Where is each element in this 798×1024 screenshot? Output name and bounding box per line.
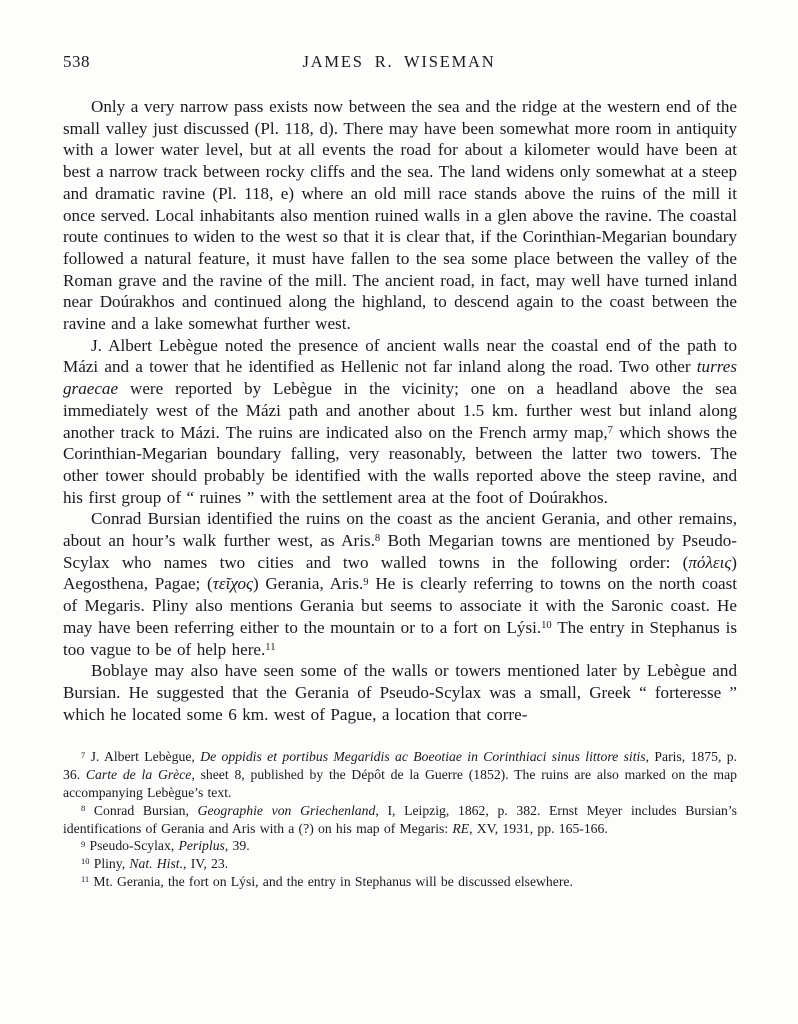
footnote xyxy=(63,802,737,838)
text-run: Geographie von Griechenland xyxy=(197,802,376,818)
text-run: J. Albert Lebègue, xyxy=(85,749,201,765)
text-run: Boblaye may also have seen some of the walls or towers mentioned later by Lebègue and Bursian. He suggested that the Gerania of Pseudo-Scylax was a small, Greek “ forteresse ” which he located some 6 km. west of Pague, a location that corre- xyxy=(63,661,737,724)
footnote-marker: 10 xyxy=(81,856,90,867)
footnotes xyxy=(63,748,737,890)
text-run: Pliny, xyxy=(89,856,130,872)
text-run: ) Aegosthena, Pagae; ( xyxy=(63,552,737,594)
running-head: JAMES R. WISEMAN xyxy=(302,52,496,71)
body-paragraph xyxy=(63,508,737,660)
text-run: , Paris, 1875, p. 36. xyxy=(63,749,737,783)
page-header xyxy=(63,52,737,74)
body-paragraph xyxy=(63,335,737,509)
footnote-marker: 7 xyxy=(607,424,613,436)
text-run: , XV, 1931, pp. 165-166. xyxy=(469,820,608,836)
text-run: Carte de la Grèce xyxy=(85,767,192,783)
text-run: Mt. Gerania, the fort on Lýsi, and the entry in Stephanus will be discussed elsewhere. xyxy=(89,873,573,889)
footnote xyxy=(63,748,737,801)
text-run: πόλεις xyxy=(688,552,732,572)
body-paragraph xyxy=(63,96,737,335)
page-number: 538 xyxy=(63,52,90,71)
text-run: , 39. xyxy=(224,838,250,854)
text-run: Only a very narrow pass exists now between the sea and the ridge at the western end of the small valley just discussed (Pl. 118, d). There may have been somewhat more room in antiquity with a lower water level, but at all events the road for about a kilometer would have been at best a narrow track between rocky cliffs and the sea. The land widens only somewhat at a steep and dramatic ravine (Pl. 118, e) where an old mill race stands above the ruins of the mill it once served. Local inhabitants also mention ruined walls in a glen above the ravine. The coastal route continues to widen to the west so that it is clear that, if the Corinthian-Megarian boundary followed a natural feature, it must have fallen to the sea some place between the valley of the Roman grave and the ravine of the mill. The ancient road, in fact, may well have turned inland near Doúrakhos and continued along the highland, to descend again to the coast between the ravine and a lake somewhat further west. xyxy=(63,97,737,334)
text-run: De oppidis et portibus Megaridis ac Boeotiae in Corinthiaci sinus littore sitis xyxy=(200,749,646,765)
footnote-marker: 11 xyxy=(81,874,90,885)
text-run: , sheet 8, published by the Dépôt de la Guerre (1852). The ruins are also marked on the map accompanying Lebègue’s text. xyxy=(63,767,737,800)
text-run: Pseudo-Scylax, xyxy=(85,838,179,854)
footnote-marker: 11 xyxy=(265,641,276,653)
text-run: Conrad Bursian, xyxy=(85,802,198,818)
text-run: Both Megarian towns are mentioned by Pseudo-Scylax who names two cities and two walled towns in the following order: ( xyxy=(63,531,737,572)
footnote-marker: 8 xyxy=(81,802,86,813)
text-run: which shows the Corinthian-Megarian boundary falling, very reasonably, between the latter two towers. The other tower should probably be identified with the walls reported above the steep ravine, and his first group of “ ruines ” with the settlement area at the foot of Doúrakhos. xyxy=(63,422,737,507)
text-run: Conrad Bursian identified the ruins on the coast as the ancient Gerania, and other remains, about an hour’s walk further west, as Aris. xyxy=(63,509,737,551)
footnote xyxy=(63,837,737,855)
text-run: He is clearly referring to towns on the north coast of Megaris. Pliny also mentions Gerania but seems to associate it with the Saronic coast. He may have been referring either to the mountain or to a fort on Lýsi. xyxy=(63,574,737,637)
text-run: Nat. Hist. xyxy=(129,856,184,872)
footnote-marker: 9 xyxy=(363,576,369,588)
footnote-marker: 9 xyxy=(81,838,86,849)
text-run: RE xyxy=(452,820,470,836)
text-run: Periplus xyxy=(178,838,225,854)
text-run: ) Gerania, Aris. xyxy=(252,574,364,594)
footnote-marker: 7 xyxy=(81,749,86,760)
text-run: J. Albert Lebègue noted the presence of ancient walls near the coastal end of the path to Mázi and a tower that he identified as Hellenic not far inland along the road. Two other xyxy=(63,335,737,377)
text-run: τεῖχος xyxy=(212,574,253,594)
footnote xyxy=(63,873,737,891)
body-text xyxy=(63,96,737,725)
text-run: The entry in Stephanus is too vague to be of help here. xyxy=(63,617,737,659)
footnote-marker: 10 xyxy=(541,620,552,632)
text-run: , I, Leipzig, 1862, p. 382. Ernst Meyer includes Bursian’s identifications of Gerania and Aris with a (?) on his map of Megaris: xyxy=(63,802,737,836)
footnote-marker: 8 xyxy=(374,533,381,545)
body-paragraph xyxy=(63,660,737,725)
text-run: , IV, 23. xyxy=(183,856,229,872)
text-run: turres graecae xyxy=(63,357,737,399)
footnote xyxy=(63,855,737,873)
text-run: were reported by Lebègue in the vicinity; one on a headland above the sea immediately west of the Mázi path and another about 1.5 km. further west but inland along another track to Mázi. The ruins are indicated also on the French army map, xyxy=(63,379,737,442)
